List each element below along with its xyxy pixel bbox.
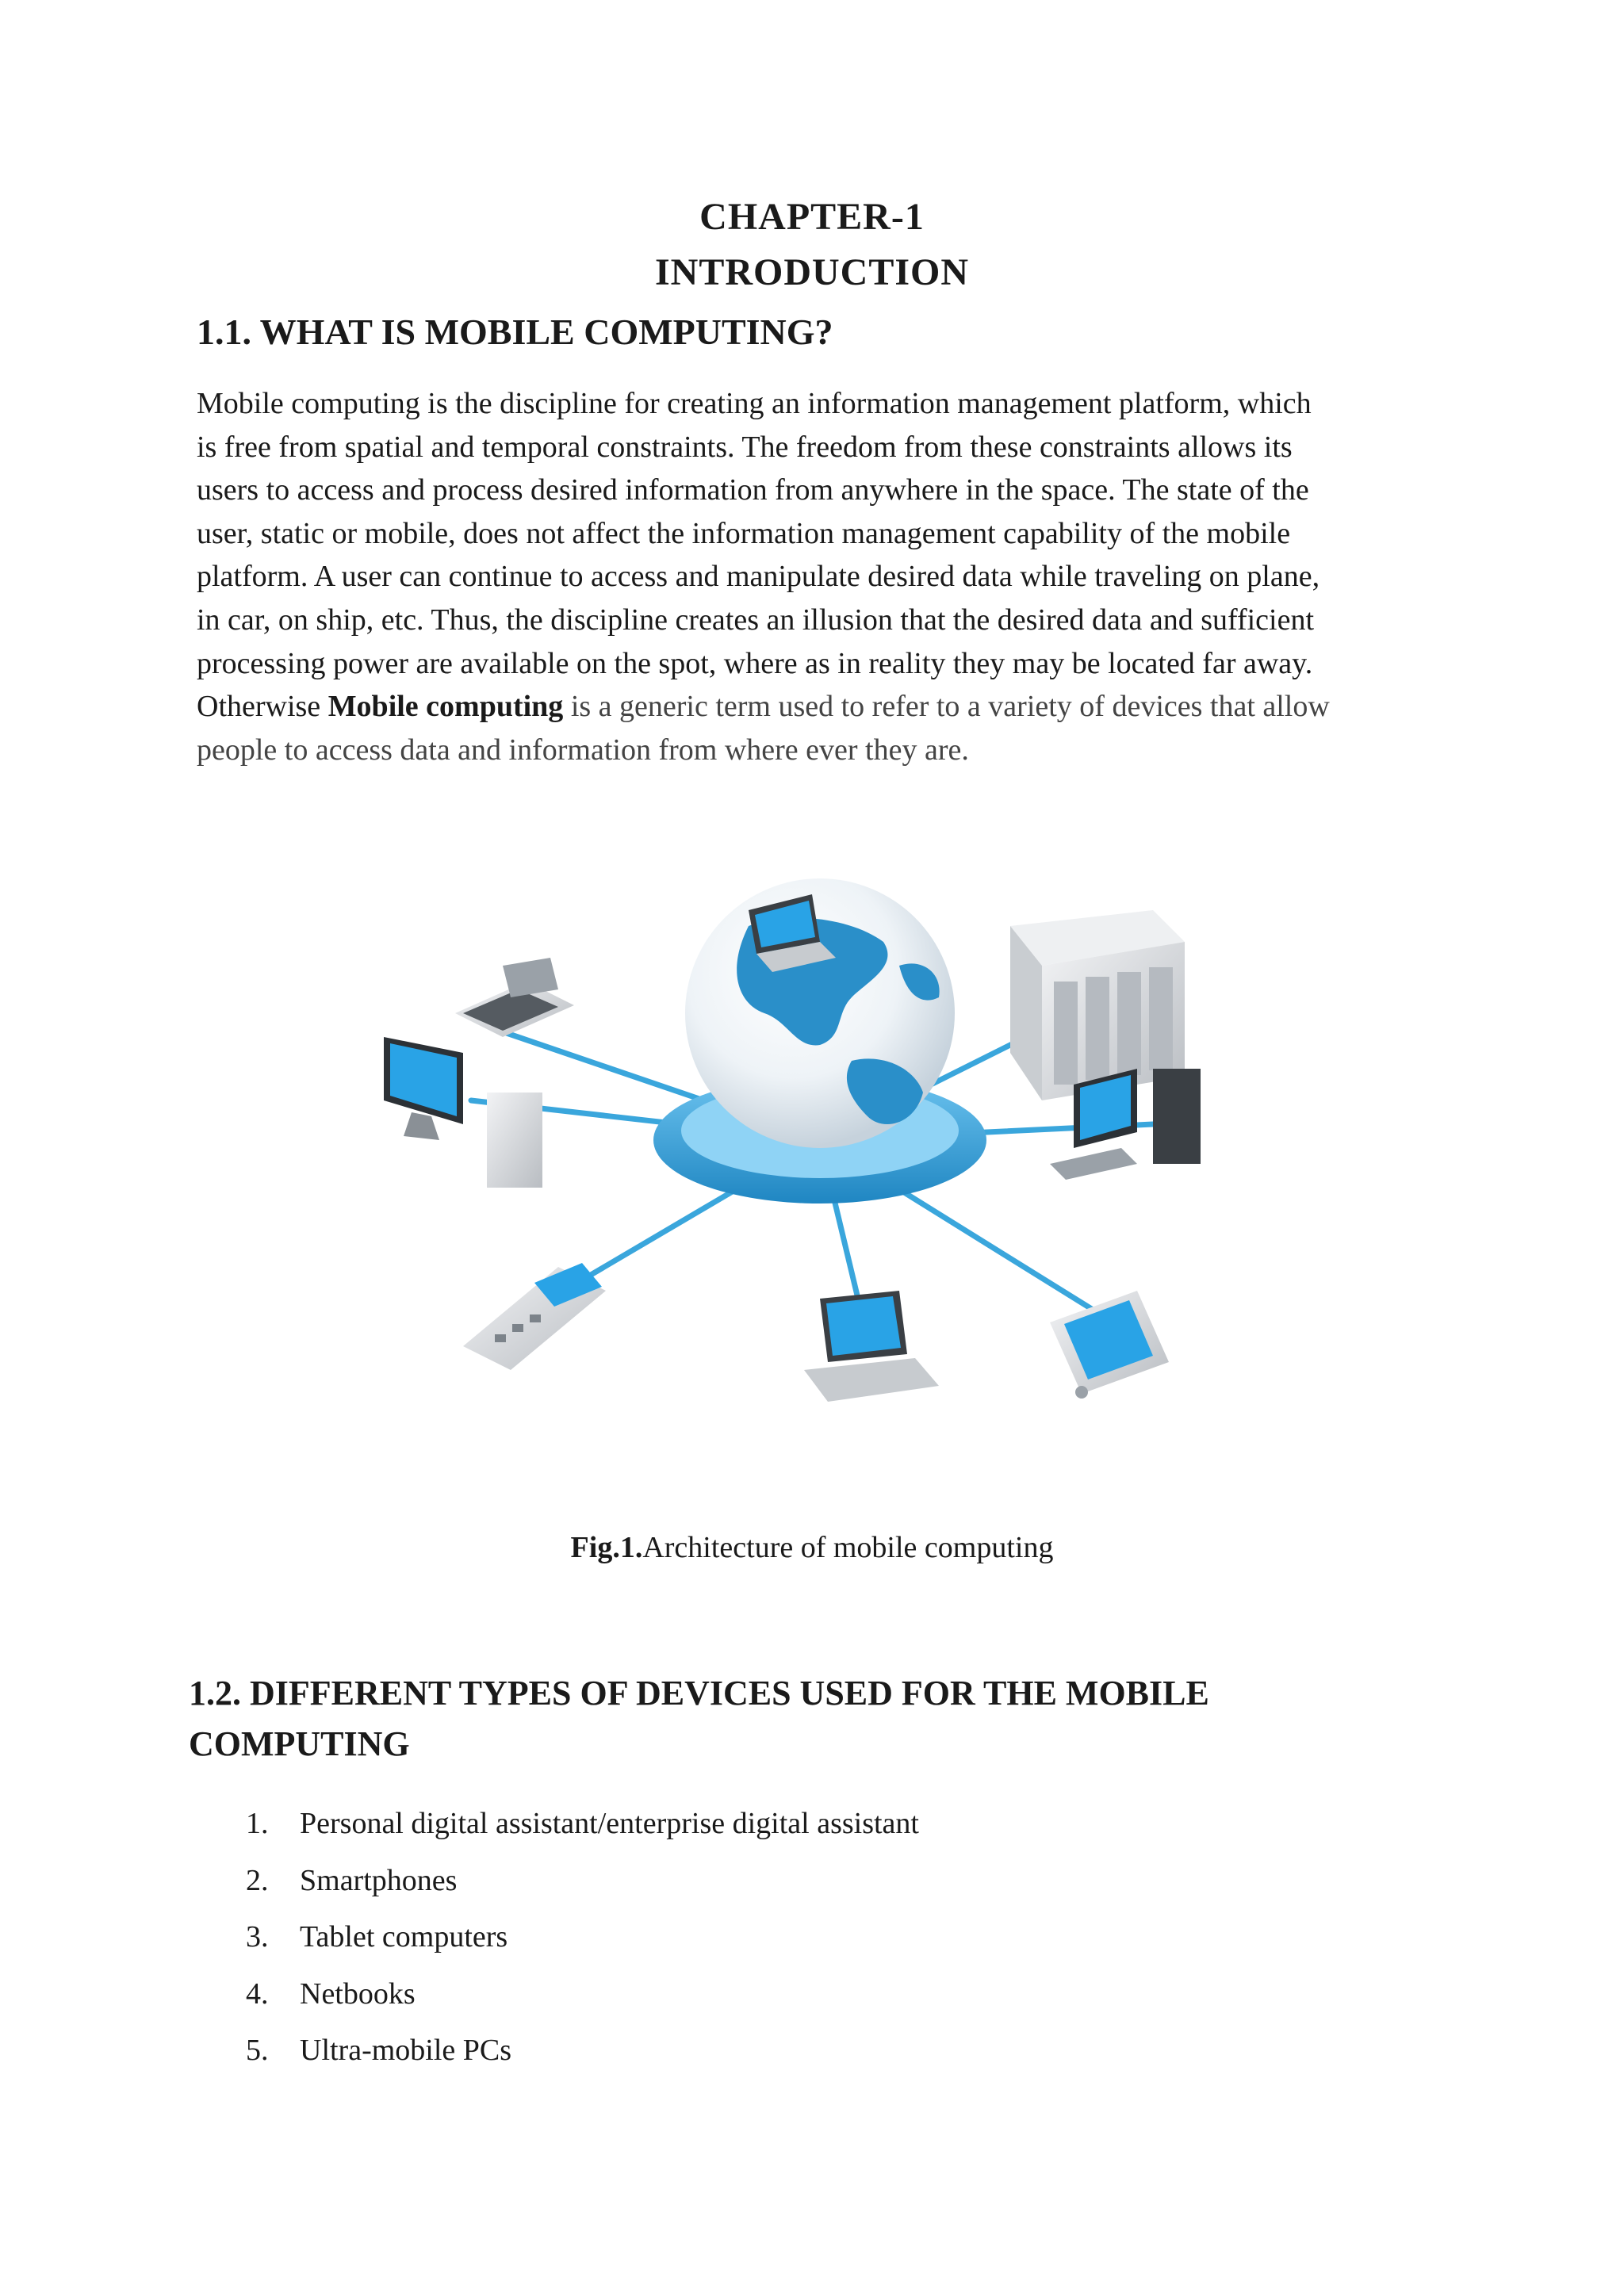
mobile-phone-icon: [463, 1263, 606, 1370]
netbook-icon: [804, 1291, 939, 1402]
caption-text: Architecture of mobile computing: [642, 1531, 1054, 1564]
list-item: [246, 1857, 919, 1914]
list-number: 4.: [246, 1976, 269, 2011]
figure-caption: [0, 1530, 1624, 1565]
list-item: [246, 1800, 919, 1857]
list-text: Tablet computers: [300, 1920, 508, 1954]
section-heading-line: COMPUTING: [189, 1724, 410, 1763]
globe-icon: [685, 878, 955, 1148]
pda-icon: [1050, 1291, 1169, 1399]
chapter-number: CHAPTER-1: [699, 196, 925, 238]
scanner-icon: [455, 958, 574, 1037]
device-list: [246, 1800, 919, 2084]
list-number: 1.: [246, 1807, 269, 1840]
paragraph-line: user, static or mobile, does not affect the information management capability of the mobile: [197, 516, 1291, 550]
list-number: 3.: [246, 1920, 269, 1954]
list-number: 2.: [246, 1863, 269, 1897]
paragraph-line: [197, 685, 1426, 729]
paragraph-line: Mobile computing is the discipline for creating an information management platform, which: [197, 387, 1312, 420]
bold-term: Mobile computing: [327, 690, 564, 724]
list-number: 5.: [246, 2034, 269, 2067]
line-prefix: Otherwise: [197, 690, 328, 724]
paragraph-line: platform. A user can continue to access and manipulate desired data while traveling on plane,: [197, 560, 1320, 594]
list-item: [246, 1913, 919, 1970]
caption-label: Fig.1.: [570, 1531, 643, 1564]
chapter-title: INTRODUCTION: [654, 251, 970, 293]
paragraph-line: processing power are available on the spot, where as in reality they may be located far away.: [197, 646, 1313, 680]
section-heading-line: 1.2. DIFFERENT TYPES OF DEVICES USED FOR THE MOBILE: [189, 1674, 1209, 1712]
list-item: [246, 1970, 919, 2027]
paragraph-line: people to access data and information from where ever they are.: [197, 733, 969, 767]
intro-paragraph: [197, 382, 1426, 771]
line-rest: is a generic term used to refer to a variety of devices that allow: [563, 690, 1330, 724]
paragraph-line: is free from spatial and temporal constraints. The freedom from these constraints allows its: [197, 430, 1293, 464]
section-heading-1-2: [189, 1668, 1457, 1770]
paragraph-line: in car, on ship, etc. Thus, the discipline creates an illusion that the desired data and sufficient: [197, 603, 1315, 637]
desktop-computer-icon: [384, 1037, 542, 1188]
architecture-figure: [376, 878, 1248, 1497]
list-text: Ultra-mobile PCs: [300, 2034, 512, 2067]
list-text: Personal digital assistant/enterprise digital assistant: [300, 1807, 919, 1840]
list-text: Netbooks: [300, 1976, 416, 2011]
list-item: [246, 2026, 919, 2084]
paragraph-line: users to access and process desired information from anywhere in the space. The state of the: [197, 473, 1309, 507]
list-text: Smartphones: [300, 1863, 458, 1897]
section-heading-1-1: 1.1. WHAT IS MOBILE COMPUTING?: [197, 312, 833, 352]
